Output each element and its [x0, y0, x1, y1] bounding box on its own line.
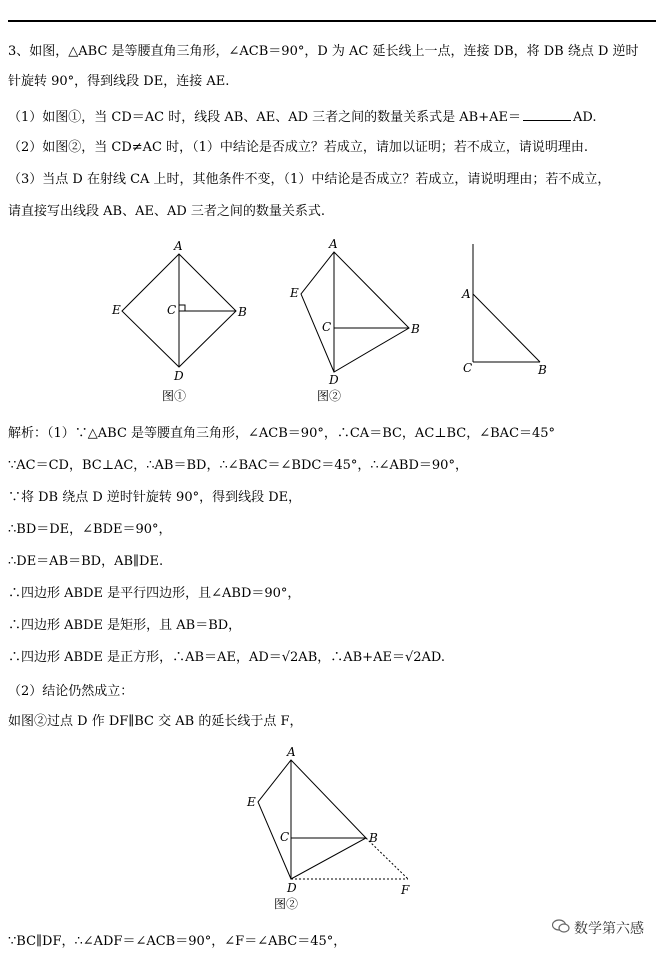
fig1-label-d: D: [174, 369, 184, 383]
fig4-label-b: B: [369, 831, 378, 845]
fig1-caption: 图①: [162, 389, 187, 403]
fig1-label-c: C: [167, 303, 177, 317]
fig4-caption: 图②: [274, 897, 299, 911]
problem-line-1: 3、如图，△ABC 是等腰直角三角形，∠ACB＝90°，D 为 AC 延长线上一点，连接 DB，将 DB 绕点 D 逆时: [8, 44, 639, 59]
fig2-label-e: E: [290, 286, 299, 300]
question-3-line-2: 请直接写出线段 AB、AE、AD 三者之间的数量关系式.: [8, 204, 326, 219]
question-2: （2）如图②，当 CD≠AC 时，（1）中结论是否成立？若成立，请加以证明；若不成立，请说明理由.: [8, 140, 589, 155]
fig4-label-e: E: [247, 795, 256, 809]
wechat-icon: [552, 919, 570, 937]
question-3-line-1: （3）当点 D 在射线 CA 上时，其他条件不变，（1）中结论是否成立？若成立，请说明理由；若不成立，: [8, 172, 611, 187]
figure-3: [473, 244, 540, 362]
solution-line-10: 如图②过点 D 作 DF∥BC 交 AB 的延长线于点 F，: [8, 714, 303, 729]
figure-4: [258, 760, 408, 879]
fig4-label-a: A: [287, 745, 296, 759]
fig2-label-a: A: [329, 237, 338, 251]
quad-abde: [301, 252, 409, 372]
answer-blank[interactable]: [523, 108, 571, 121]
fig4-label-c: C: [280, 830, 290, 844]
solution-line-11: ∵BC∥DF，∴∠ADF＝∠ACB＝90°，∠F＝∠ABC＝45°，: [8, 934, 347, 949]
question-1-tail: AD.: [572, 110, 597, 125]
figure-1: [122, 254, 236, 367]
fig4-label-d: D: [287, 881, 297, 895]
solution-line-5: ∴DE＝AB＝BD，AB∥DE.: [8, 554, 164, 569]
fig2-label-c: C: [322, 320, 332, 334]
fig2-caption: 图②: [317, 389, 342, 403]
fig3-label-c: C: [463, 361, 473, 375]
solution-line-1: 解析：（1）∵△ABC 是等腰直角三角形，∠ACB＝90°，∴CA＝BC，AC⊥BC，∠BAC＝45°: [8, 426, 556, 441]
figures-row: [0, 232, 662, 410]
solution-line-3: ∵将 DB 绕点 D 逆时针旋转 90°，得到线段 DE，: [8, 490, 302, 505]
fig1-label-b: B: [238, 305, 247, 319]
fig2-label-d: D: [329, 373, 339, 387]
right-angle-mark: [179, 305, 185, 311]
problem-line-2: 针旋转 90°，得到线段 DE，连接 AE.: [8, 74, 230, 89]
quad-abde: [258, 760, 366, 879]
solution-line-6: ∴四边形 ABDE 是平行四边形，且∠ABD＝90°，: [8, 586, 301, 601]
fig2-label-b: B: [411, 322, 420, 336]
question-1-text: （1）如图①，当 CD＝AC 时，线段 AB、AE、AD 三者之间的数量关系式是 AB+AE＝: [8, 110, 521, 125]
fig3-label-b: B: [538, 363, 547, 377]
figure-4-container: [0, 742, 662, 916]
solution-line-9: （2）结论仍然成立：: [8, 684, 134, 699]
top-rule: [8, 20, 656, 22]
question-1: [8, 108, 596, 126]
watermark-text: 数学第六感: [574, 921, 644, 937]
solution-line-8: ∴四边形 ABDE 是正方形，∴AB＝AE，AD＝√2AB，∴AB+AE＝√2AD.: [8, 650, 445, 665]
fig1-label-a: A: [174, 239, 183, 253]
fig3-label-a: A: [462, 287, 471, 301]
segment-ab: [473, 294, 540, 362]
solution-line-7: ∴四边形 ABDE 是矩形，且 AB＝BD，: [8, 618, 242, 633]
fig4-label-f: F: [401, 883, 410, 897]
figure-2: [301, 252, 409, 372]
solution-line-4: ∴BD＝DE，∠BDE＝90°，: [8, 522, 172, 537]
watermark: [552, 918, 644, 938]
fig1-label-e: E: [112, 303, 121, 317]
solution-line-2: ∵AC＝CD，BC⊥AC，∴AB＝BD，∴∠BAC＝∠BDC＝45°，∴∠ABD＝90°，: [8, 458, 468, 473]
